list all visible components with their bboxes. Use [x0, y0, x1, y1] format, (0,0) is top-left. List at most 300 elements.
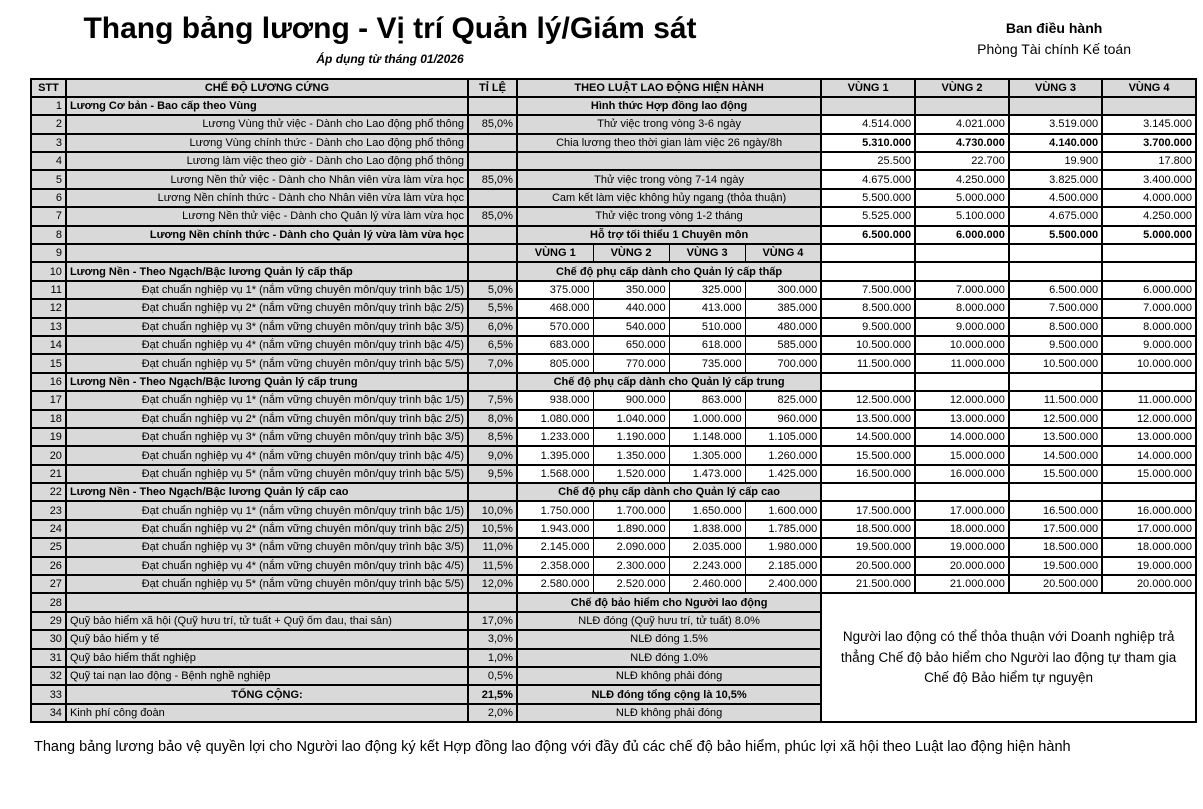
table-cell: 6.500.000	[1009, 281, 1102, 299]
table-cell: Đạt chuẩn nghiệp vụ 4* (nắm vững chuyên môn/quy trình bậc 4/5)	[66, 446, 468, 464]
table-cell: 480.000	[745, 318, 821, 336]
table-cell: 1.600.000	[745, 501, 821, 519]
table-cell: 1.305.000	[669, 446, 745, 464]
table-cell: 15.000.000	[1102, 465, 1196, 483]
column-header: VÙNG 2	[915, 79, 1009, 97]
table-cell: 11.500.000	[1009, 391, 1102, 409]
column-header: CHẾ ĐỘ LƯƠNG CỨNG	[66, 79, 468, 97]
table-cell: Lương làm việc theo giờ - Dành cho Lao động phổ thông	[66, 152, 468, 170]
table-cell: 900.000	[593, 391, 669, 409]
table-cell: 20.000.000	[1102, 575, 1196, 593]
table-row	[31, 152, 1196, 170]
table-row	[31, 226, 1196, 244]
table-row	[31, 189, 1196, 207]
table-cell: 825.000	[745, 391, 821, 409]
table-cell: 7.000.000	[915, 281, 1009, 299]
table-cell: 9.000.000	[915, 318, 1009, 336]
table-cell: 1.943.000	[517, 520, 593, 538]
table-row	[31, 593, 1196, 611]
table-cell: 14.500.000	[1009, 446, 1102, 464]
table-cell: 11,5%	[468, 557, 517, 575]
department-block	[977, 18, 1131, 60]
table-cell: 18.500.000	[1009, 538, 1102, 556]
table-cell: 1.520.000	[593, 465, 669, 483]
table-cell: 11.000.000	[915, 354, 1009, 372]
table-cell: 15.500.000	[1009, 465, 1102, 483]
table-cell: 20	[31, 446, 66, 464]
table-cell: 863.000	[669, 391, 745, 409]
table-cell: Chế độ phụ cấp dành cho Quản lý cấp cao	[517, 483, 821, 501]
table-cell: Đạt chuẩn nghiệp vụ 2* (nắm vững chuyên môn/quy trình bậc 2/5)	[66, 410, 468, 428]
table-cell: Chế độ bảo hiểm cho Người lao động	[517, 593, 821, 611]
table-cell: 4	[31, 152, 66, 170]
table-cell: 5,0%	[468, 281, 517, 299]
footer-note: Thang bảng lương bảo vệ quyền lợi cho Người lao động ký kết Hợp đồng lao động với đầy đủ các chế độ bảo hiểm, phúc lợi xã hội theo Luật lao động hiện hành	[34, 739, 1071, 756]
table-row	[31, 281, 1196, 299]
table-cell	[1102, 244, 1196, 262]
table-cell: 1.838.000	[669, 520, 745, 538]
table-cell: 20.000.000	[915, 557, 1009, 575]
table-cell: Quỹ bảo hiểm y tế	[66, 630, 468, 648]
table-cell: 10	[31, 262, 66, 280]
table-cell: 1	[31, 97, 66, 115]
table-cell: 2	[31, 115, 66, 133]
table-cell	[468, 189, 517, 207]
table-cell	[821, 97, 915, 115]
table-cell: 16	[31, 373, 66, 391]
table-cell: 17.000.000	[915, 501, 1009, 519]
table-row	[31, 575, 1196, 593]
table-cell: VÙNG 3	[669, 244, 745, 262]
department-name: Ban điều hành	[1005, 20, 1103, 36]
column-header: STT	[31, 79, 66, 97]
table-cell: 8.500.000	[1009, 318, 1102, 336]
table-cell: 1.233.000	[517, 428, 593, 446]
table-cell: 1.473.000	[669, 465, 745, 483]
table-cell: 0,5%	[468, 667, 517, 685]
table-cell: 5.310.000	[821, 134, 915, 152]
table-cell: 770.000	[593, 354, 669, 372]
table-cell: 14.000.000	[915, 428, 1009, 446]
table-cell: 2.580.000	[517, 575, 593, 593]
table-row	[31, 299, 1196, 317]
table-cell: Lương Vùng thử việc - Dành cho Lao động phổ thông	[66, 115, 468, 133]
table-cell: 17	[31, 391, 66, 409]
table-cell: 25.500	[821, 152, 915, 170]
table-cell: VÙNG 2	[593, 244, 669, 262]
table-cell: 1.650.000	[669, 501, 745, 519]
table-cell: 3.825.000	[1009, 170, 1102, 188]
table-cell: 30	[31, 630, 66, 648]
table-cell: 2.460.000	[669, 575, 745, 593]
table-cell	[468, 244, 517, 262]
table-cell: Đạt chuẩn nghiệp vụ 4* (nắm vững chuyên môn/quy trình bậc 4/5)	[66, 336, 468, 354]
table-cell: 413.000	[669, 299, 745, 317]
table-cell: 20.500.000	[821, 557, 915, 575]
table-cell: 6,5%	[468, 336, 517, 354]
table-cell: Hỗ trợ tối thiểu 1 Chuyên môn	[517, 226, 821, 244]
table-cell	[821, 244, 915, 262]
table-cell	[915, 97, 1009, 115]
table-cell: 1.190.000	[593, 428, 669, 446]
table-cell: 27	[31, 575, 66, 593]
table-cell: 21.500.000	[821, 575, 915, 593]
table-cell: 8.000.000	[1102, 318, 1196, 336]
table-cell	[468, 483, 517, 501]
table-cell: 9.500.000	[821, 318, 915, 336]
table-cell: 2.400.000	[745, 575, 821, 593]
table-cell: 24	[31, 520, 66, 538]
table-cell: 5.500.000	[821, 189, 915, 207]
table-cell: 8	[31, 226, 66, 244]
table-cell: NLĐ không phải đóng	[517, 667, 821, 685]
table-cell: 2.145.000	[517, 538, 593, 556]
table-cell: Lương Nền chính thức - Dành cho Nhân viên vừa làm vừa học	[66, 189, 468, 207]
table-cell: Lương Nền - Theo Ngạch/Bậc lương Quản lý cấp thấp	[66, 262, 468, 280]
table-cell	[66, 593, 468, 611]
table-cell: 1.700.000	[593, 501, 669, 519]
table-cell: 13.500.000	[1009, 428, 1102, 446]
table-cell: Thử việc trong vòng 3-6 ngày	[517, 115, 821, 133]
table-cell: 2.035.000	[669, 538, 745, 556]
table-cell: Đạt chuẩn nghiệp vụ 3* (nắm vững chuyên môn/quy trình bậc 3/5)	[66, 428, 468, 446]
column-header: VÙNG 1	[821, 79, 915, 97]
table-cell: 350.000	[593, 281, 669, 299]
table-cell: 2.090.000	[593, 538, 669, 556]
table-cell: 6.000.000	[1102, 281, 1196, 299]
table-cell: 7,5%	[468, 391, 517, 409]
table-row	[31, 557, 1196, 575]
table-cell: 1.080.000	[517, 410, 593, 428]
table-cell: 2.243.000	[669, 557, 745, 575]
table-cell: 18	[31, 410, 66, 428]
table-cell: 21	[31, 465, 66, 483]
table-cell: 585.000	[745, 336, 821, 354]
table-cell: 12.500.000	[1009, 410, 1102, 428]
table-cell: 1.350.000	[593, 446, 669, 464]
table-row	[31, 501, 1196, 519]
table-cell: 8,5%	[468, 428, 517, 446]
table-cell: 19.000.000	[915, 538, 1009, 556]
table-cell: 8,0%	[468, 410, 517, 428]
table-cell	[1102, 262, 1196, 280]
table-cell: 22	[31, 483, 66, 501]
table-cell: Lương Cơ bản - Bao cấp theo Vùng	[66, 97, 468, 115]
table-row	[31, 336, 1196, 354]
table-cell: 33	[31, 685, 66, 703]
table-cell: 13.000.000	[915, 410, 1009, 428]
table-cell: Chế độ phụ cấp dành cho Quản lý cấp thấp	[517, 262, 821, 280]
table-cell: 4.021.000	[915, 115, 1009, 133]
table-row	[31, 465, 1196, 483]
table-cell: 8.500.000	[821, 299, 915, 317]
table-cell: 3,0%	[468, 630, 517, 648]
table-cell: 23	[31, 501, 66, 519]
table-cell: 26	[31, 557, 66, 575]
table-cell: 13	[31, 318, 66, 336]
table-cell: Đạt chuẩn nghiệp vụ 3* (nắm vững chuyên môn/quy trình bậc 3/5)	[66, 318, 468, 336]
table-cell: Thử việc trong vòng 1-2 tháng	[517, 207, 821, 225]
table-cell: Cam kết làm việc không hủy ngang (thỏa thuận)	[517, 189, 821, 207]
table-cell: Lương Vùng chính thức - Dành cho Lao động phổ thông	[66, 134, 468, 152]
header-row	[31, 79, 1196, 97]
table-cell: NLĐ đóng (Quỹ hưu trí, tử tuất) 8.0%	[517, 612, 821, 630]
table-cell: 4.675.000	[1009, 207, 1102, 225]
table-row	[31, 428, 1196, 446]
table-cell: 2.185.000	[745, 557, 821, 575]
table-cell: NLĐ đóng 1.0%	[517, 649, 821, 667]
table-cell: 570.000	[517, 318, 593, 336]
table-cell	[66, 244, 468, 262]
table-cell: 805.000	[517, 354, 593, 372]
table-cell: 15.000.000	[915, 446, 1009, 464]
table-row	[31, 354, 1196, 372]
table-cell	[468, 262, 517, 280]
title-block	[30, 0, 750, 66]
section-row	[31, 262, 1196, 280]
table-cell: 960.000	[745, 410, 821, 428]
table-cell: 9	[31, 244, 66, 262]
table-cell	[468, 97, 517, 115]
table-row	[31, 115, 1196, 133]
table-cell: 3	[31, 134, 66, 152]
table-cell: 18.000.000	[1102, 538, 1196, 556]
table-cell: 19	[31, 428, 66, 446]
table-cell: 85,0%	[468, 115, 517, 133]
table-cell: 10.000.000	[915, 336, 1009, 354]
table-cell: 10.000.000	[1102, 354, 1196, 372]
table-cell: 16.000.000	[915, 465, 1009, 483]
table-cell: 7,0%	[468, 354, 517, 372]
table-cell: 85,0%	[468, 207, 517, 225]
table-cell	[1009, 483, 1102, 501]
table-cell: 6,0%	[468, 318, 517, 336]
table-cell: Thử việc trong vòng 7-14 ngày	[517, 170, 821, 188]
table-cell: 17.800	[1102, 152, 1196, 170]
table-cell: 11.000.000	[1102, 391, 1196, 409]
table-cell	[1009, 97, 1102, 115]
table-cell: 12.000.000	[1102, 410, 1196, 428]
table-cell: 15.500.000	[821, 446, 915, 464]
department-subname: Phòng Tài chính Kế toán	[977, 41, 1131, 57]
page-title: Thang bảng lương - Vị trí Quản lý/Giám sát	[83, 12, 697, 45]
table-cell: 2,0%	[468, 704, 517, 722]
table-cell: 735.000	[669, 354, 745, 372]
table-cell: 375.000	[517, 281, 593, 299]
table-cell: Đạt chuẩn nghiệp vụ 1* (nắm vững chuyên môn/quy trình bậc 1/5)	[66, 501, 468, 519]
table-cell: NLĐ đóng tổng cộng là 10,5%	[517, 685, 821, 703]
table-cell: 14.000.000	[1102, 446, 1196, 464]
section-row	[31, 373, 1196, 391]
table-cell: 12,0%	[468, 575, 517, 593]
table-cell: 10.500.000	[821, 336, 915, 354]
table-cell: 4.675.000	[821, 170, 915, 188]
table-row	[31, 520, 1196, 538]
table-row	[31, 410, 1196, 428]
table-cell: 6.000.000	[915, 226, 1009, 244]
table-cell: 700.000	[745, 354, 821, 372]
table-cell: 468.000	[517, 299, 593, 317]
table-row	[31, 391, 1196, 409]
table-cell: Lương Nền - Theo Ngạch/Bậc lương Quản lý cấp cao	[66, 483, 468, 501]
table-cell	[468, 593, 517, 611]
table-cell: 650.000	[593, 336, 669, 354]
table-cell: Đạt chuẩn nghiệp vụ 1* (nắm vững chuyên môn/quy trình bậc 1/5)	[66, 391, 468, 409]
table-cell: Đạt chuẩn nghiệp vụ 5* (nắm vững chuyên môn/quy trình bậc 5/5)	[66, 575, 468, 593]
table-cell: 16.500.000	[821, 465, 915, 483]
table-cell	[1102, 373, 1196, 391]
insurance-note: Người lao động có thể thỏa thuận với Doanh nghiệp trả thẳng Chế độ bảo hiểm cho Người lao động tự tham gia Chế độ Bảo hiểm tự nguyện	[821, 593, 1196, 722]
table-cell: 19.000.000	[1102, 557, 1196, 575]
table-cell: 28	[31, 593, 66, 611]
salary-scale-table	[30, 78, 1197, 724]
table-cell: 29	[31, 612, 66, 630]
table-cell: 6	[31, 189, 66, 207]
table-cell: 11,0%	[468, 538, 517, 556]
table-cell: 2.358.000	[517, 557, 593, 575]
table-cell: 11	[31, 281, 66, 299]
table-cell: TỔNG CỘNG:	[66, 685, 468, 703]
table-cell: 440.000	[593, 299, 669, 317]
table-cell: 5.000.000	[915, 189, 1009, 207]
table-cell: Quỹ tai nạn lao động - Bệnh nghề nghiệp	[66, 667, 468, 685]
table-cell	[821, 483, 915, 501]
table-cell: 19.500.000	[821, 538, 915, 556]
table-cell: 10,5%	[468, 520, 517, 538]
table-cell: 4.250.000	[1102, 207, 1196, 225]
table-cell: VÙNG 4	[745, 244, 821, 262]
section-row	[31, 483, 1196, 501]
table-cell: 31	[31, 649, 66, 667]
table-cell: 9,5%	[468, 465, 517, 483]
table-cell	[1009, 244, 1102, 262]
table-cell	[468, 373, 517, 391]
table-row	[31, 318, 1196, 336]
table-cell: 3.519.000	[1009, 115, 1102, 133]
table-cell: 5	[31, 170, 66, 188]
table-cell: 8.000.000	[915, 299, 1009, 317]
table-cell: 1,0%	[468, 649, 517, 667]
table-cell: 17.500.000	[821, 501, 915, 519]
table-cell	[821, 262, 915, 280]
table-cell	[1009, 373, 1102, 391]
table-cell: Hình thức Hợp đồng lao động	[517, 97, 821, 115]
table-cell: 18.500.000	[821, 520, 915, 538]
table-cell: 4.140.000	[1009, 134, 1102, 152]
table-cell: 2.520.000	[593, 575, 669, 593]
table-cell: 9.500.000	[1009, 336, 1102, 354]
table-cell	[915, 262, 1009, 280]
table-cell: 21.000.000	[915, 575, 1009, 593]
table-cell: 15	[31, 354, 66, 372]
table-cell: 10.500.000	[1009, 354, 1102, 372]
table-cell: 12.500.000	[821, 391, 915, 409]
table-cell: 1.395.000	[517, 446, 593, 464]
table-cell: 510.000	[669, 318, 745, 336]
table-cell: 4.500.000	[1009, 189, 1102, 207]
table-cell: 540.000	[593, 318, 669, 336]
table-cell	[517, 152, 821, 170]
table-cell: 34	[31, 704, 66, 722]
table-cell: 618.000	[669, 336, 745, 354]
column-header: VÙNG 3	[1009, 79, 1102, 97]
table-cell: Đạt chuẩn nghiệp vụ 5* (nắm vững chuyên môn/quy trình bậc 5/5)	[66, 465, 468, 483]
table-cell: 300.000	[745, 281, 821, 299]
table-cell: 1.980.000	[745, 538, 821, 556]
table-cell: 19.500.000	[1009, 557, 1102, 575]
table-cell	[821, 373, 915, 391]
table-cell: 5.000.000	[1102, 226, 1196, 244]
table-cell: 4.514.000	[821, 115, 915, 133]
table-cell: 2.300.000	[593, 557, 669, 575]
table-cell: 1.785.000	[745, 520, 821, 538]
table-cell: 325.000	[669, 281, 745, 299]
table-row	[31, 207, 1196, 225]
table-cell: Kinh phí công đoàn	[66, 704, 468, 722]
table-cell: 5.525.000	[821, 207, 915, 225]
table-cell: Chế độ phụ cấp dành cho Quản lý cấp trung	[517, 373, 821, 391]
table-cell: Lương Nền thử việc - Dành cho Nhân viên vừa làm vừa học	[66, 170, 468, 188]
table-cell: 19.900	[1009, 152, 1102, 170]
table-cell: 7.000.000	[1102, 299, 1196, 317]
table-row	[31, 97, 1196, 115]
table-cell: 7.500.000	[821, 281, 915, 299]
table-cell: 1.890.000	[593, 520, 669, 538]
table-row	[31, 446, 1196, 464]
table-cell	[468, 134, 517, 152]
table-cell: NLĐ đóng 1.5%	[517, 630, 821, 648]
table-cell: Đạt chuẩn nghiệp vụ 2* (nắm vững chuyên môn/quy trình bậc 2/5)	[66, 520, 468, 538]
table-cell: 17.000.000	[1102, 520, 1196, 538]
table-cell: 1.040.000	[593, 410, 669, 428]
table-cell	[1009, 262, 1102, 280]
table-cell: 17.500.000	[1009, 520, 1102, 538]
table-cell: Đạt chuẩn nghiệp vụ 2* (nắm vững chuyên môn/quy trình bậc 2/5)	[66, 299, 468, 317]
table-cell: VÙNG 1	[517, 244, 593, 262]
table-cell: Đạt chuẩn nghiệp vụ 5* (nắm vững chuyên môn/quy trình bậc 5/5)	[66, 354, 468, 372]
table-cell: Quỹ bảo hiểm thất nghiệp	[66, 649, 468, 667]
table-cell: 5,5%	[468, 299, 517, 317]
table-row	[31, 134, 1196, 152]
table-cell: 16.000.000	[1102, 501, 1196, 519]
table-cell: 14.500.000	[821, 428, 915, 446]
table-cell: Lương Nền chính thức - Dành cho Quản lý vừa làm vừa học	[66, 226, 468, 244]
table-cell: 7.500.000	[1009, 299, 1102, 317]
table-row	[31, 170, 1196, 188]
table-cell: 1.425.000	[745, 465, 821, 483]
table-cell: 1.568.000	[517, 465, 593, 483]
table-cell: 25	[31, 538, 66, 556]
table-cell: 16.500.000	[1009, 501, 1102, 519]
table-cell: 17,0%	[468, 612, 517, 630]
table-cell: Đạt chuẩn nghiệp vụ 4* (nắm vững chuyên môn/quy trình bậc 4/5)	[66, 557, 468, 575]
table-cell: 1.750.000	[517, 501, 593, 519]
effective-date: Áp dụng từ tháng 01/2026	[316, 51, 464, 66]
table-cell: 7	[31, 207, 66, 225]
table-cell: 3.145.000	[1102, 115, 1196, 133]
table-cell: 14	[31, 336, 66, 354]
table-cell: 3.700.000	[1102, 134, 1196, 152]
table-cell: 1.260.000	[745, 446, 821, 464]
table-row	[31, 538, 1196, 556]
table-cell: Chia lương theo thời gian làm việc 26 ngày/8h	[517, 134, 821, 152]
table-cell: 20.500.000	[1009, 575, 1102, 593]
table-cell	[468, 226, 517, 244]
table-cell: 85,0%	[468, 170, 517, 188]
table-cell: 1.105.000	[745, 428, 821, 446]
table-cell: 385.000	[745, 299, 821, 317]
table-cell: NLĐ không phải đóng	[517, 704, 821, 722]
